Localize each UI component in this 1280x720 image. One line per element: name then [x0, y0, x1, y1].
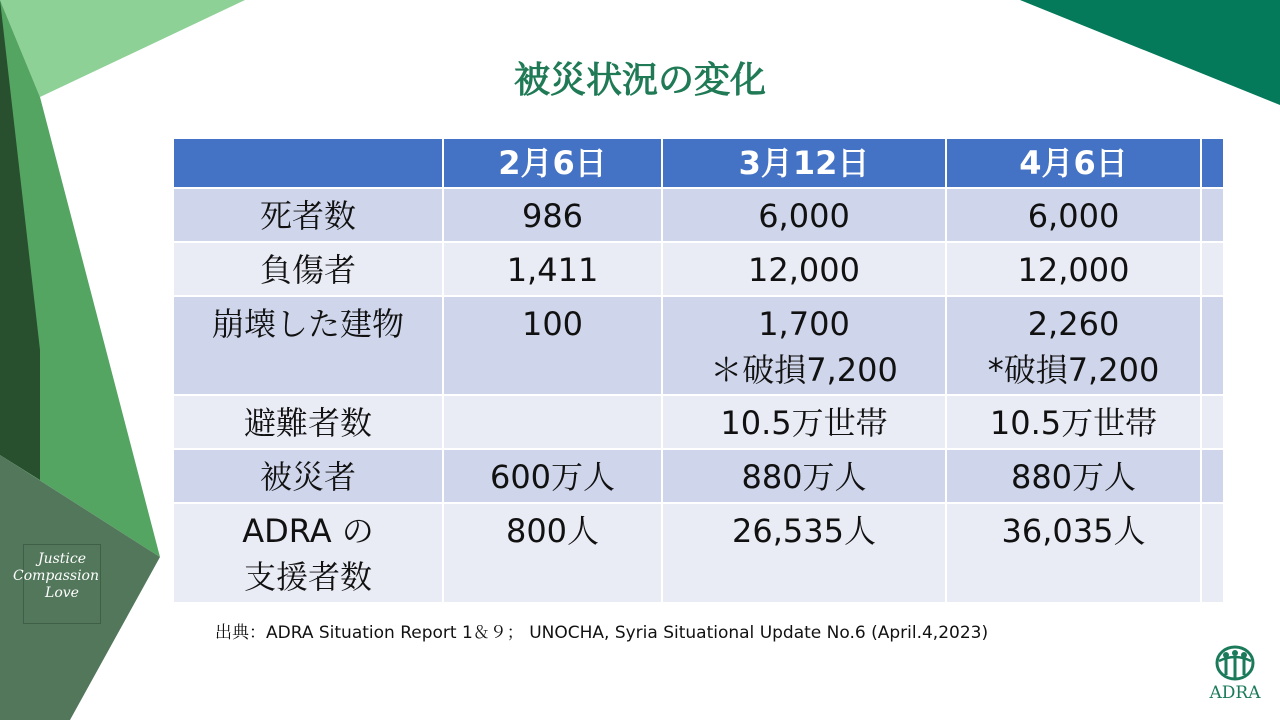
- table-row: [174, 297, 1225, 396]
- table-row: [174, 243, 1225, 297]
- row-label: 負傷者: [174, 243, 444, 297]
- table-cell: 26,535人: [663, 504, 947, 604]
- motto-line: Love: [45, 585, 79, 601]
- header-cell: 2月6日: [444, 139, 663, 189]
- header-cell: 4月6日: [947, 139, 1202, 189]
- table-cell: 986: [444, 189, 663, 243]
- header-cell: [174, 139, 444, 189]
- row-label: 死者数: [174, 189, 444, 243]
- table-header-row: [174, 139, 1225, 189]
- motto-line: Compassion: [12, 568, 100, 584]
- logo-text: ADRA: [1209, 683, 1261, 703]
- empty-cell: [1202, 243, 1225, 297]
- table-cell: 600万人: [444, 450, 663, 504]
- table-cell: 880万人: [663, 450, 947, 504]
- page-title: 被災状況の変化: [513, 60, 766, 101]
- row-label: 避難者数: [174, 396, 444, 450]
- header-cell: [1202, 139, 1225, 189]
- empty-cell: [1202, 189, 1225, 243]
- empty-cell: [1202, 450, 1225, 504]
- header-cell: 3月12日: [663, 139, 947, 189]
- row-label: 被災者: [174, 450, 444, 504]
- empty-cell: [1202, 396, 1225, 450]
- table-row: [174, 450, 1225, 504]
- adra-logo: [1203, 645, 1267, 703]
- table-cell: 100: [444, 297, 663, 396]
- table-row: [174, 504, 1225, 604]
- row-label: ADRA の 支援者数: [174, 504, 444, 604]
- table-cell: 1,700 ＊破損7,200: [663, 297, 947, 396]
- motto-line: Justice: [37, 551, 87, 567]
- empty-cell: [1202, 504, 1225, 604]
- table-row: [174, 189, 1225, 243]
- table-cell: 800人: [444, 504, 663, 604]
- source-citation: 出典：ADRA Situation Report 1＆９； UNOCHA, Syria Situational Update No.6 (April.4,2023): [215, 623, 989, 643]
- empty-cell: [1202, 297, 1225, 396]
- table-row: [174, 396, 1225, 450]
- table-cell: 880万人: [947, 450, 1202, 504]
- disaster-status-table: [174, 139, 1225, 604]
- table-cell: 2,260 *破損7,200: [947, 297, 1202, 396]
- table-cell: 10.5万世帯: [947, 396, 1202, 450]
- table-cell: 12,000: [947, 243, 1202, 297]
- row-label: 崩壊した建物: [174, 297, 444, 396]
- globe-people-icon: [1215, 645, 1255, 681]
- table-cell: 10.5万世帯: [663, 396, 947, 450]
- table-cell: 1,411: [444, 243, 663, 297]
- motto-badge: [12, 544, 101, 624]
- table-cell: 6,000: [947, 189, 1202, 243]
- table-cell: 6,000: [663, 189, 947, 243]
- table-cell: 12,000: [663, 243, 947, 297]
- table-cell: 36,035人: [947, 504, 1202, 604]
- table-cell: [444, 396, 663, 450]
